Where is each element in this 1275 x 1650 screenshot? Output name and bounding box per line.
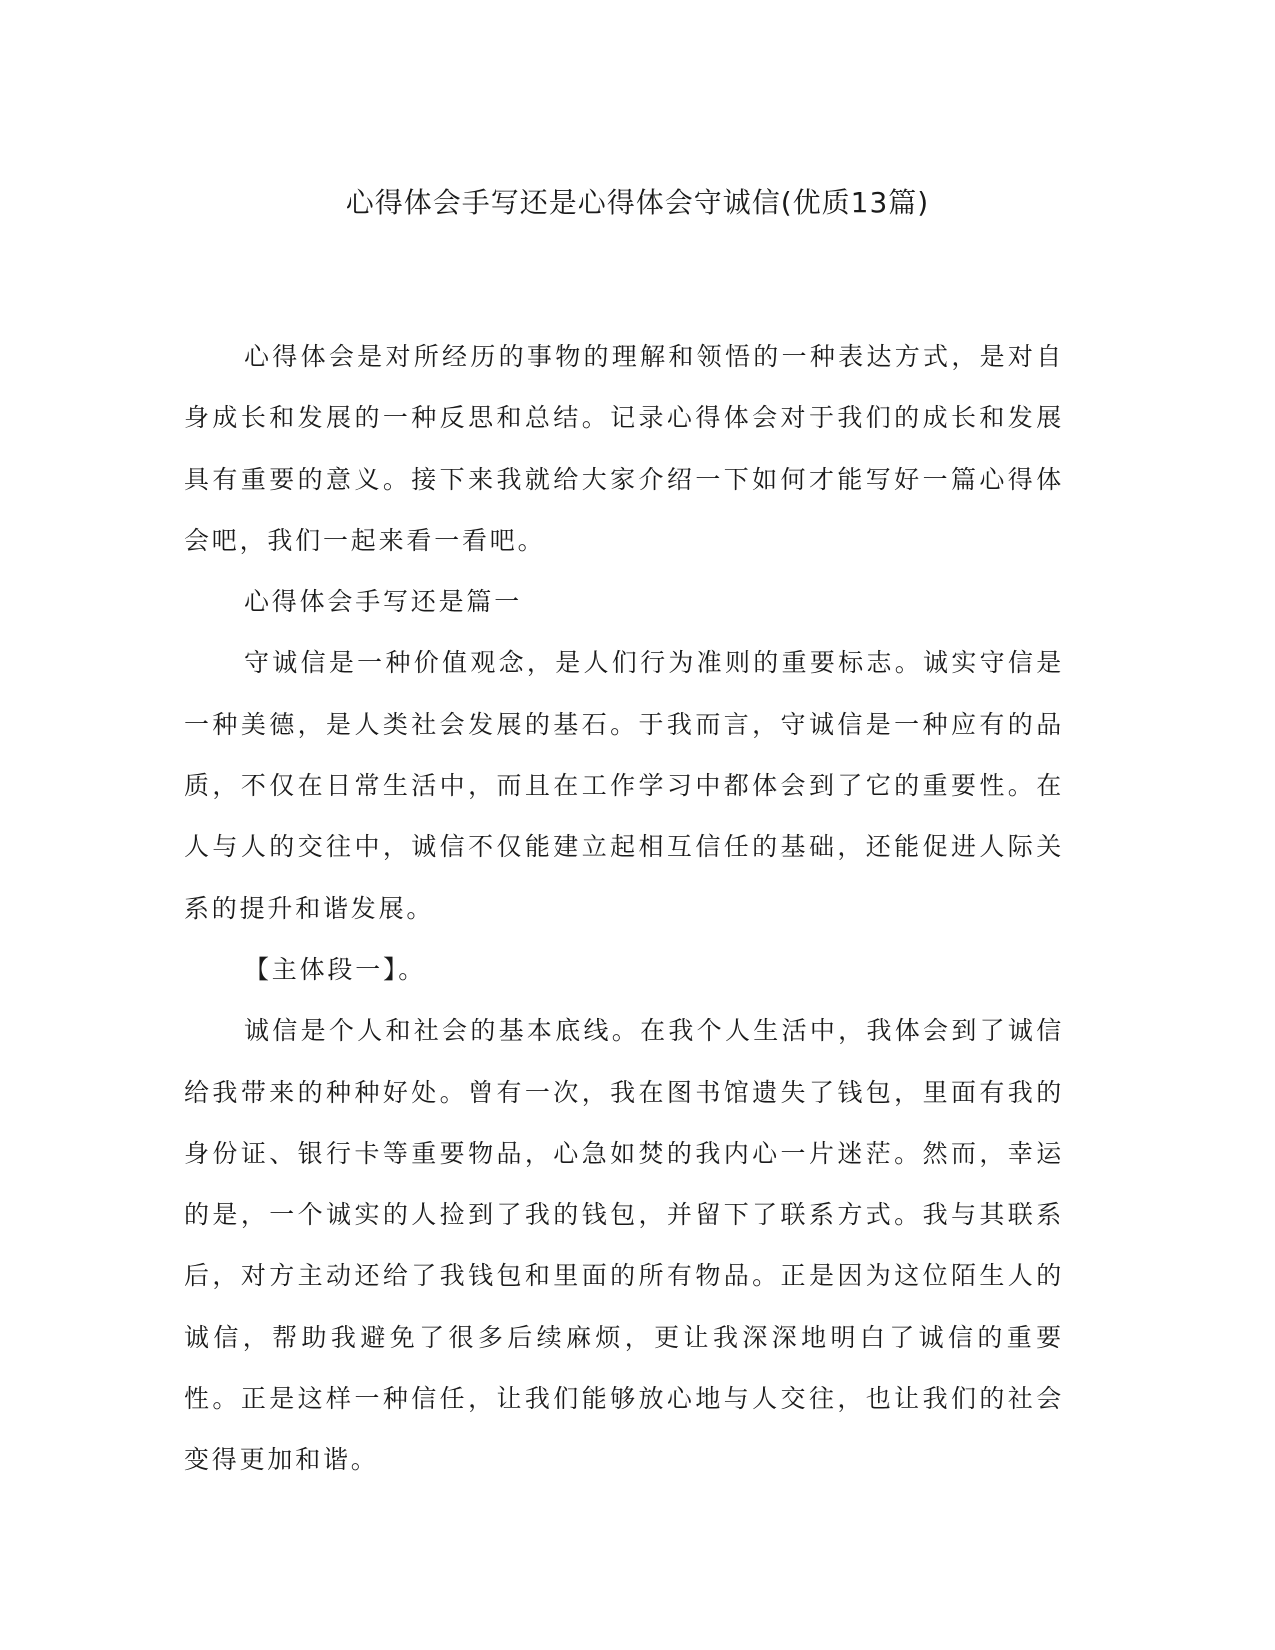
body-paragraph: 守诚信是一种价值观念，是人们行为准则的重要标志。诚实守信是一种美德，是人类社会发展的基石。于我而言，守诚信是一种应有的品质，不仅在日常生活中，而且在工作学习中都体会到了它的重要性。在人与人的交往中，诚信不仅能建立起相互信任的基础，还能促进人际关系的提升和谐发展。 [184, 648, 1064, 923]
body-paragraph: 诚信是个人和社会的基本底线。在我个人生活中，我体会到了诚信给我带来的种种好处。曾有一次，我在图书馆遗失了钱包，里面有我的身份证、银行卡等重要物品，心急如焚的我内心一片迷茫。然而，幸运的是，一个诚实的人捡到了我的钱包，并留下了联系方式。我与其联系后，对方主动还给了我钱包和里面的所有物品。正是因为这位陌生人的诚信，帮助我避免了很多后续麻烦，更让我深深地明白了诚信的重要性。正是这样一种信任，让我们能够放心地与人交往，也让我们的社会变得更加和谐。 [184, 1016, 1064, 1475]
intro-paragraph: 心得体会是对所经历的事物的理解和领悟的一种表达方式，是对自身成长和发展的一种反思和总结。记录心得体会对于我们的成长和发展具有重要的意义。接下来我就给大家介绍一下如何才能写好一篇心得体会吧，我们一起来看一看吧。 [184, 342, 1064, 555]
document-title: 心得体会手写还是心得体会守诚信(优质13篇) [345, 186, 930, 219]
document-body [184, 326, 1064, 1491]
subsection-heading: 【主体段一】。 [244, 954, 427, 984]
section-heading: 心得体会手写还是篇一 [244, 587, 523, 617]
